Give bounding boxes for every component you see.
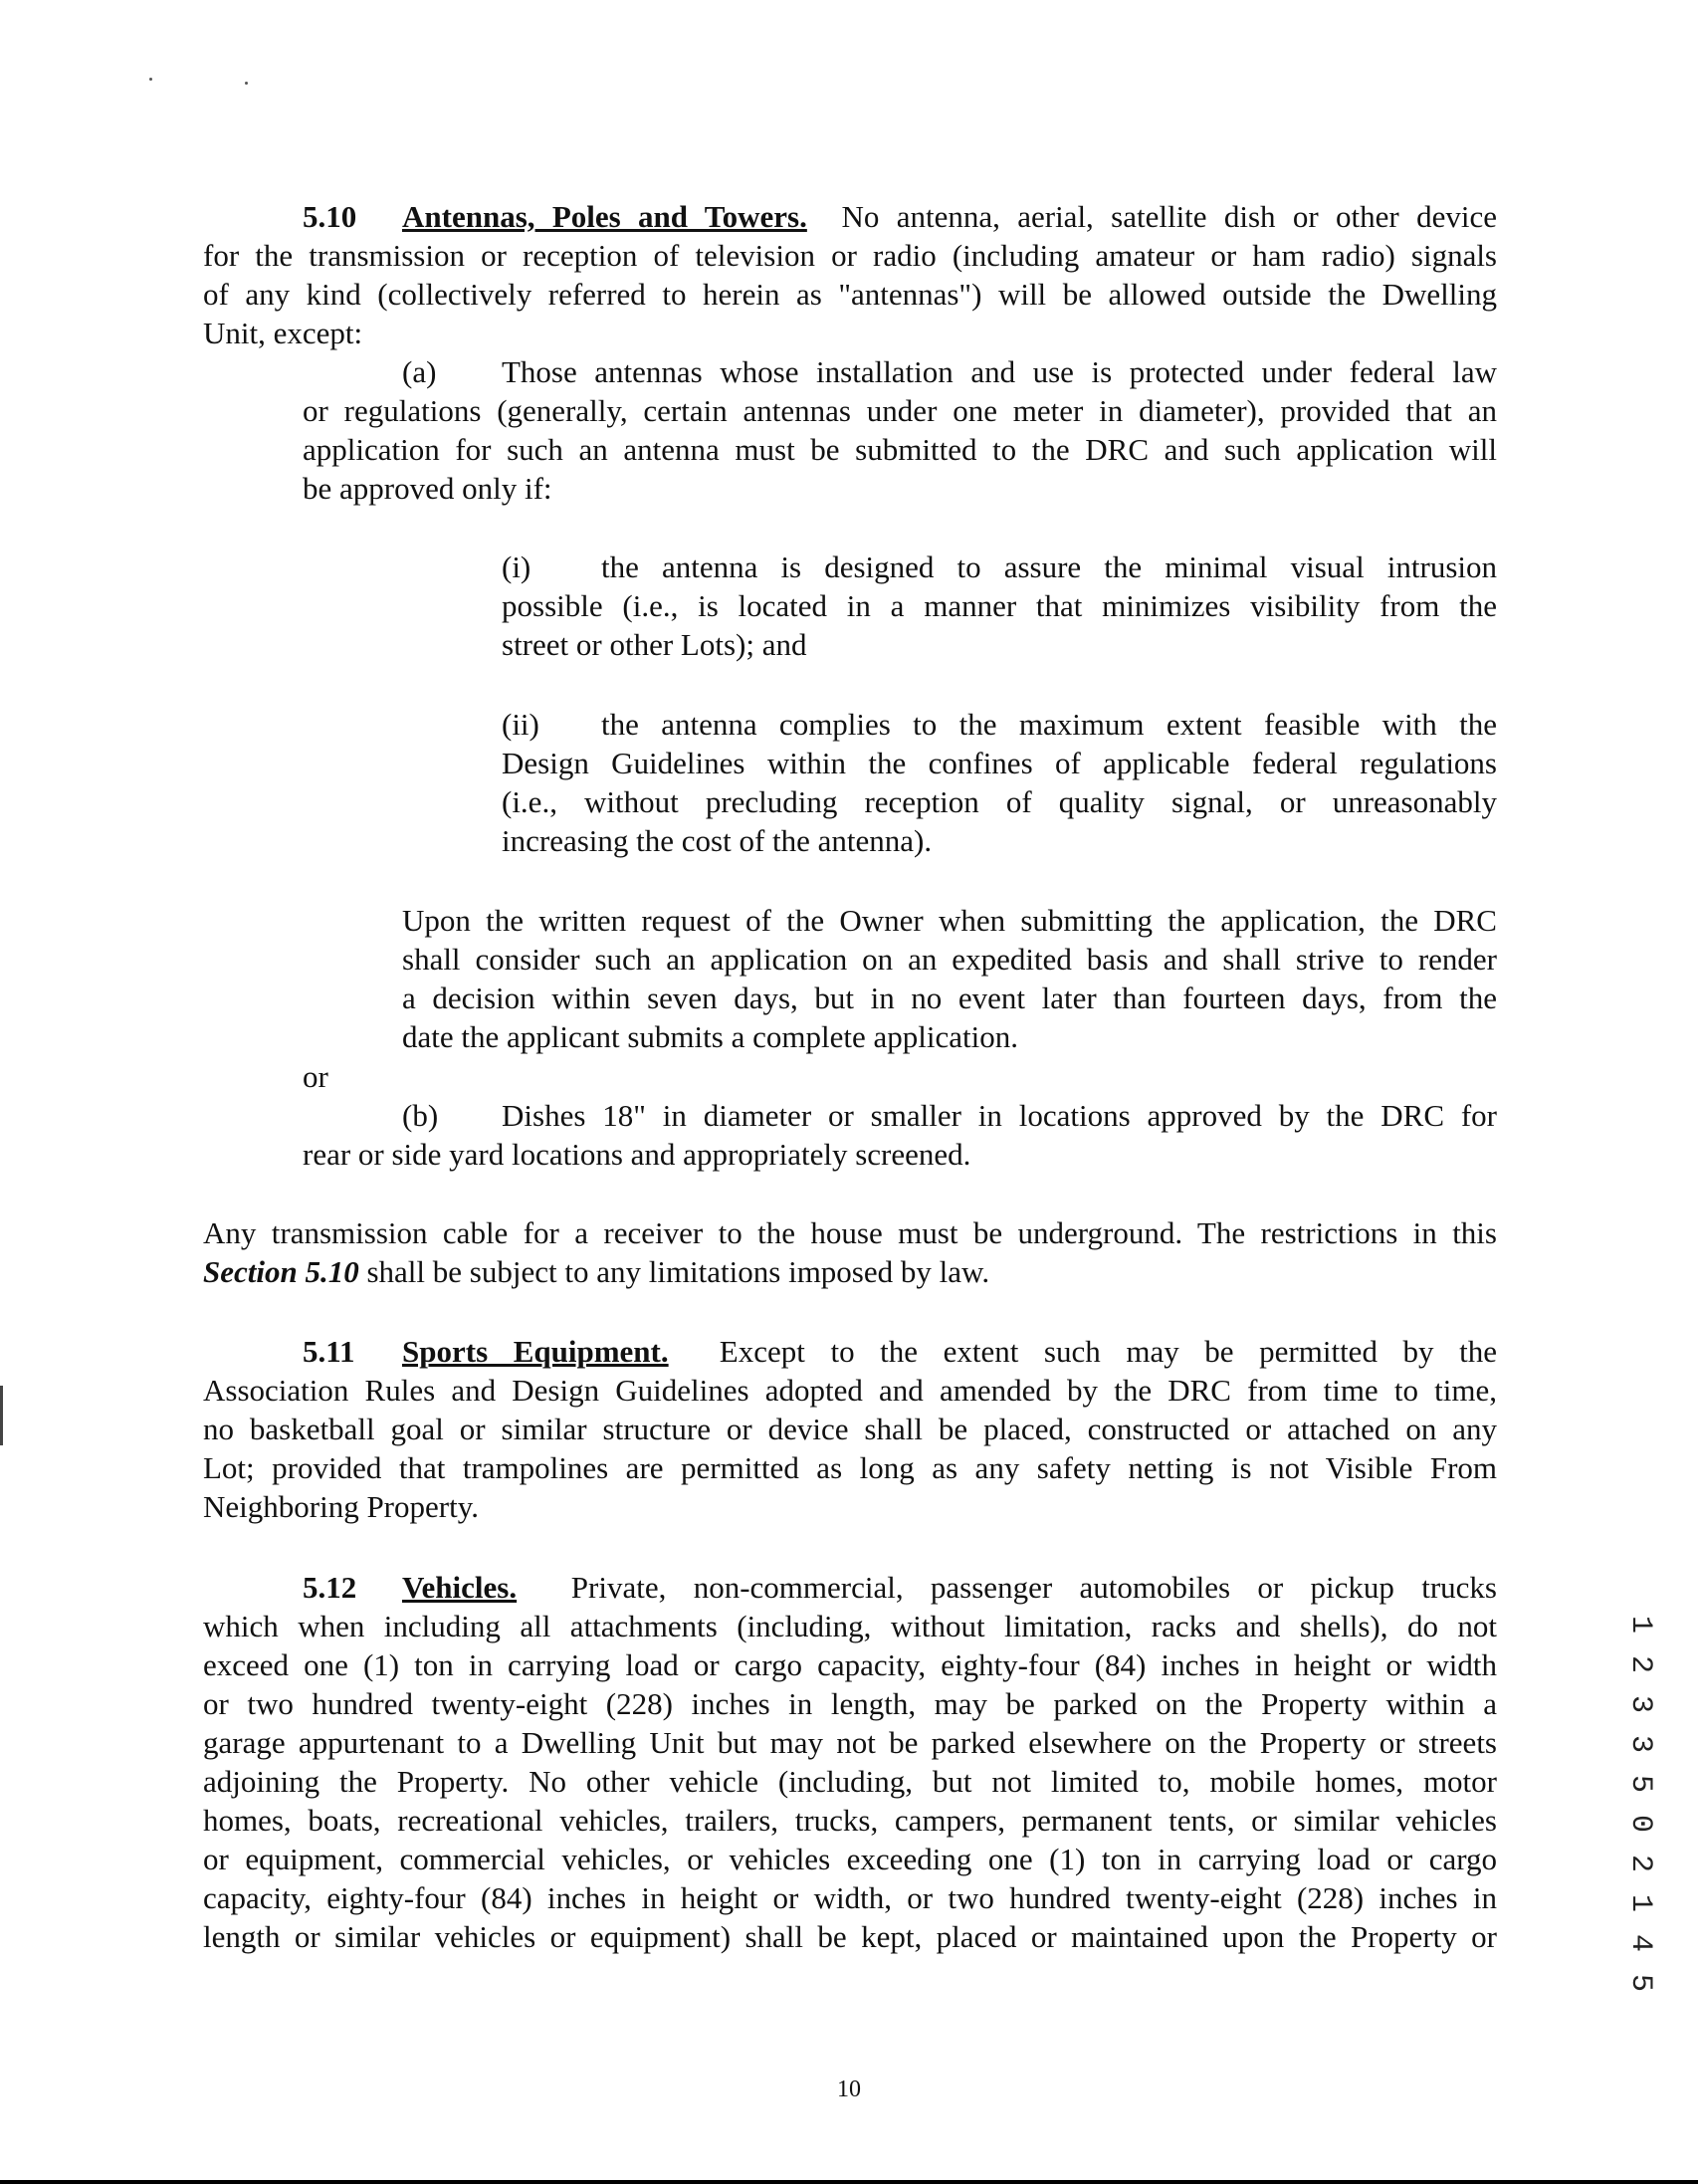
stamp-char: 3 [1623, 1694, 1657, 1713]
section-5-12-line: or equipment, commercial vehicles, or vehicles exceeding one (1) ton in carrying load or cargo [203, 1842, 1497, 1876]
clause-text: the antenna complies to the maximum extent feasible with the [601, 707, 1497, 742]
section-5-10-line: for the transmission or reception of television or radio (including amateur or ham radio) signals [203, 238, 1497, 273]
clause-text: Dishes 18" in diameter or smaller in locations approved by the DRC for [502, 1098, 1497, 1133]
section-5-12-line: garage appurtenant to a Dwelling Unit but may not be parked elsewhere on the Property or streets [203, 1725, 1497, 1760]
clause-ii-line: (i.e., without precluding reception of quality signal, or unreasonably [502, 784, 1497, 819]
section-5-11-line: Lot; provided that trampolines are permitted as long as any safety netting is not Visible From [203, 1450, 1497, 1485]
clause-text: the antenna is designed to assure the minimal visual intrusion [601, 549, 1497, 584]
section-5-10-line: of any kind (collectively referred to herein as "antennas") will be allowed outside the Dwelling [203, 277, 1497, 312]
stamp-char: 1 [1623, 1615, 1657, 1634]
clause-label: (ii) [502, 707, 539, 742]
section-5-12-line: adjoining the Property. No other vehicle (including, but not limited to, mobile homes, motor [203, 1764, 1497, 1799]
section-title: Sports Equipment. [402, 1334, 669, 1369]
expedited-line: shall consider such an application on an expedited basis and shall strive to render [402, 942, 1497, 977]
clause-a-line: be approved only if: [303, 471, 552, 506]
clause-i-line [502, 547, 1497, 586]
section-5-12-line: or two hundred twenty-eight (228) inches in length, may be parked on the Property within a [203, 1686, 1497, 1721]
section-title: Antennas, Poles and Towers. [402, 199, 807, 234]
stamp-char: 5 [1623, 1774, 1657, 1793]
clause-a-line: application for such an antenna must be submitted to the DRC and such application will [303, 432, 1497, 467]
stamp-char: 3 [1623, 1734, 1657, 1753]
scan-speck [149, 78, 152, 81]
clause-ii-line [502, 705, 1497, 744]
stamp-char: 1 [1623, 1893, 1657, 1912]
section-5-12-line: which when including all attachments (including, without limitation, racks and shells), do not [203, 1609, 1497, 1643]
section-5-12-line: exceed one (1) ton in carrying load or cargo capacity, eighty-four (84) inches in height or width [203, 1647, 1497, 1682]
section-5-10-line: Unit, except: [203, 316, 363, 350]
clause-i-line: street or other Lots); and [502, 627, 807, 662]
clause-b-line [303, 1096, 1497, 1135]
section-5-12-line [203, 1568, 1497, 1607]
clause-b-line: rear or side yard locations and appropriately screened. [303, 1137, 971, 1172]
section-5-11-line [203, 1332, 1497, 1371]
section-title: Vehicles. [402, 1570, 518, 1605]
section-5-10 [203, 197, 1497, 352]
clause-label: (i) [502, 549, 531, 584]
section-number: 5.12 [303, 1570, 357, 1605]
expedited-line: date the applicant submits a complete application. [402, 1019, 1018, 1054]
clause-ii-line: increasing the cost of the antenna). [502, 823, 933, 858]
section-number: 5.11 [303, 1334, 355, 1369]
section-5-11-line: Neighboring Property. [203, 1489, 479, 1524]
clause-text: Those antennas whose installation and use is protected under federal law [502, 354, 1497, 389]
section-reference: Section 5.10 [203, 1254, 359, 1289]
clause-a-line [303, 352, 1497, 391]
section-number: 5.10 [303, 199, 357, 234]
expedited-line: Upon the written request of the Owner when submitting the application, the DRC [402, 903, 1497, 938]
cable-paragraph [203, 1213, 1497, 1291]
stamp-char: 2 [1623, 1854, 1657, 1872]
scan-edge [0, 2180, 1698, 2184]
page-number: 10 [837, 2076, 861, 2102]
stamp-char: 0 [1623, 1814, 1657, 1833]
section-5-12-line: capacity, eighty-four (84) inches in height or width, or two hundred twenty-eight (228) inches in [203, 1880, 1497, 1915]
clause-label: (a) [402, 354, 437, 389]
expedited-paragraph [402, 901, 1497, 1056]
section-5-11-line: Association Rules and Design Guidelines adopted and amended by the DRC from time to time, [203, 1373, 1497, 1408]
recording-stamp [1620, 1605, 1660, 2003]
section-5-12-line: length or similar vehicles or equipment) shall be kept, placed or maintained upon the Property or [203, 1919, 1497, 1954]
clause-ii [502, 705, 1497, 860]
cable-line: Any transmission cable for a receiver to the house must be underground. The restrictions in this [203, 1215, 1497, 1250]
stamp-char: 5 [1623, 1973, 1657, 1992]
stamp-char: 2 [1623, 1654, 1657, 1673]
section-5-12-line: homes, boats, recreational vehicles, trailers, trucks, campers, permanent tents, or similar vehicles [203, 1803, 1497, 1838]
clause-i [502, 547, 1497, 664]
expedited-line: a decision within seven days, but in no event later than fourteen days, from the [402, 981, 1497, 1015]
section-5-10-line [203, 197, 1497, 236]
cable-text: shall be subject to any limitations imposed by law. [358, 1254, 990, 1289]
stamp-char: 4 [1623, 1933, 1657, 1952]
section-text: Private, non-commercial, passenger automobiles or pickup trucks [570, 1570, 1497, 1605]
clause-label: (b) [402, 1098, 439, 1133]
clause-i-line: possible (i.e., is located in a manner that minimizes visibility from the [502, 588, 1497, 623]
margin-mark [0, 1386, 3, 1445]
clause-a-line: or regulations (generally, certain antennas under one meter in diameter), provided that an [303, 393, 1497, 428]
section-5-11 [203, 1332, 1497, 1526]
scan-speck [245, 82, 248, 85]
section-text: Except to the extent such may be permitted by the [719, 1334, 1497, 1369]
or-connector: or [303, 1059, 328, 1094]
cable-line [203, 1252, 1497, 1291]
section-5-12 [203, 1568, 1497, 1956]
clause-a [303, 352, 1497, 508]
section-text: No antenna, aerial, satellite dish or other device [841, 199, 1497, 234]
section-5-11-line: no basketball goal or similar structure or device shall be placed, constructed or attached on any [203, 1412, 1497, 1446]
clause-ii-line: Design Guidelines within the confines of applicable federal regulations [502, 746, 1497, 780]
clause-b [303, 1096, 1497, 1174]
